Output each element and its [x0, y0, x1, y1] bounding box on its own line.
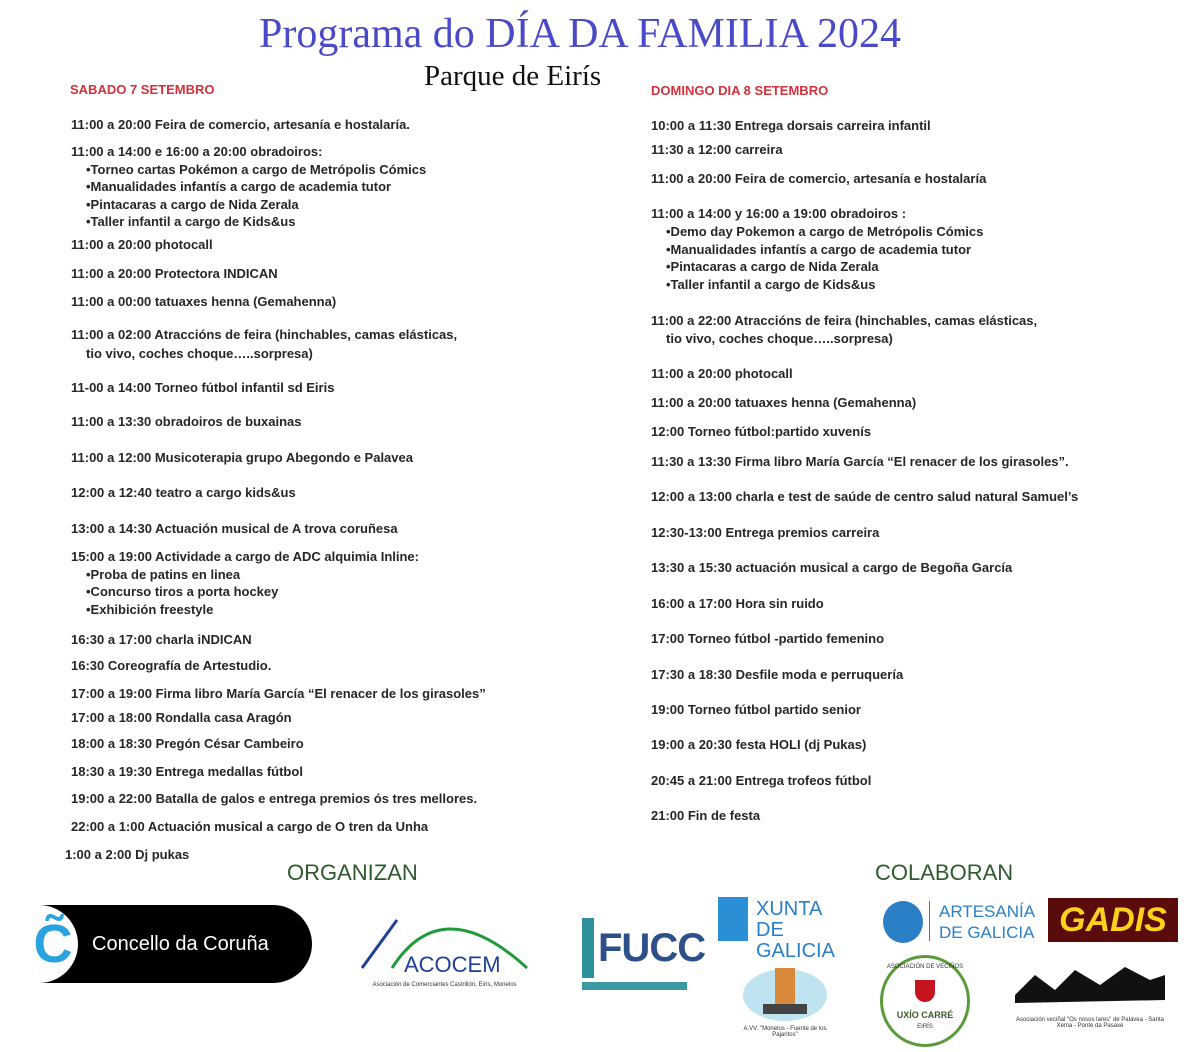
schedule-item: 11:00 a 14:00 e 16:00 a 20:00 obradoiros:: [71, 144, 323, 159]
schedule-item: 11:00 a 20:00 photocall: [651, 366, 793, 381]
schedule-item: 20:45 a 21:00 Entrega trofeos fútbol: [651, 773, 872, 788]
schedule-item: 18:00 a 18:30 Pregón César Cambeiro: [71, 736, 304, 751]
uxio-ring-text: ASOCIACIÓN DE VECIÑOS: [886, 964, 964, 970]
divider: [929, 901, 930, 941]
schedule-item-detail: •Manualidades infantís a cargo de academia tutor: [86, 179, 392, 195]
schedule-item: 11-00 a 14:00 Torneo fútbol infantil sd Eiris: [71, 380, 335, 395]
schedule-item: 12:00 Torneo fútbol:partido xuvenís: [651, 424, 872, 439]
schedule-item: 21:00 Fin de festa: [651, 808, 761, 823]
concello-mark-icon: C̃: [28, 905, 78, 983]
schedule-item: 16:00 a 17:00 Hora sin ruido: [651, 596, 824, 611]
concello-name: Concello da Coruña: [92, 932, 269, 955]
schedule-item: 11:00 a 02:00 Atraccións de feira (hinchables, camas elásticas,: [71, 327, 458, 342]
schedule-item: 19:00 Torneo fútbol partido senior: [651, 702, 861, 717]
schedule-item-detail: •Concurso tiros a porta hockey: [86, 584, 279, 600]
artesania-swirl-icon: [883, 901, 923, 943]
xunta-line-1: XUNTA: [756, 898, 823, 920]
schedule-item: 11:00 a 00:00 tatuaxes henna (Gemahenna): [71, 294, 337, 309]
schedule-item: 17:30 a 18:30 Desfile moda e perruquería: [651, 667, 904, 682]
schedule-item: 13:00 a 14:30 Actuación musical de A trova coruñesa: [71, 521, 398, 536]
schedule-item: 11:00 a 20:00 Protectora INDICAN: [71, 266, 278, 281]
schedule-item: 17:00 Torneo fútbol -partido femenino: [651, 631, 885, 646]
concello-logo: [30, 905, 312, 983]
os-nosos-lares-logo: [1015, 965, 1165, 1045]
schedule-item-detail: •Torneo cartas Pokémon a cargo de Metrópolis Cómics: [86, 161, 427, 177]
schedule-item-detail: •Exhibición freestyle: [86, 601, 214, 617]
colaboran-heading: COLABORAN: [875, 860, 1014, 885]
acocem-logo: [352, 910, 537, 990]
schedule-item: 11:00 a 14:00 y 16:00 a 19:00 obradoiros :: [651, 206, 907, 221]
fucc-bar: [582, 982, 687, 990]
schedule-item: 22:00 a 1:00 Actuación musical a cargo de O tren da Unha: [71, 819, 429, 834]
uxio-carre-logo: [880, 955, 970, 1047]
schedule-item: 17:00 a 18:00 Rondalla casa Aragón: [71, 710, 292, 725]
sunday-heading: DOMINGO DIA 8 SETEMBRO: [651, 83, 829, 98]
schedule-item: 11:00 a 20:00 tatuaxes henna (Gemahenna): [651, 395, 917, 410]
schedule-item: 11:00 a 12:00 Musicoterapia grupo Abegondo e Palavea: [71, 450, 413, 465]
uxio-name: UXÍO CARRÉ: [896, 1010, 954, 1020]
schedule-item-detail: •Demo day Pokemon a cargo de Metrópolis Cómics: [666, 223, 984, 239]
schedule-item-detail: •Manualidades infantís a cargo de academia tutor: [666, 241, 972, 257]
xunta-shield-icon: [718, 897, 748, 941]
schedule-item: 1:00 a 2:00 Dj pukas: [65, 847, 190, 862]
saturday-heading: SABADO 7 SETEMBRO: [70, 82, 215, 97]
schedule-item-detail: tio vivo, coches choque…..sorpresa): [86, 346, 313, 361]
gadis-logo: GADIS: [1048, 898, 1178, 942]
schedule-item: 15:00 a 19:00 Actividade a cargo de ADC alquimia Inline:: [71, 549, 419, 564]
houses-icon: [1015, 965, 1165, 1013]
schedule-item-detail: tio vivo, coches choque…..sorpresa): [666, 330, 893, 346]
schedule-item-detail: •Pintacaras a cargo de Nida Zerala: [666, 259, 879, 275]
schedule-item: 17:00 a 19:00 Firma libro María García “El renacer de los girasoles”: [71, 686, 486, 701]
os-nosos-lares-name: Asociación veciñal "Os nosos lares" de Palavea - Santa Xema - Ponte da Pasaxe: [1015, 1017, 1164, 1029]
schedule-item: 19:00 a 20:30 festa HOLI (dj Pukas): [651, 737, 867, 752]
heart-shield-icon: [915, 980, 935, 1002]
schedule-item: 12:30-13:00 Entrega premios carreira: [651, 525, 880, 540]
schedule-item: 10:00 a 11:30 Entrega dorsais carreira infantil: [651, 118, 931, 133]
schedule-item: 16:30 a 17:00 charla iNDICAN: [71, 632, 252, 647]
schedule-item: 11:00 a 13:30 obradoiros de buxainas: [71, 414, 302, 429]
schedule-item: 19:00 a 22:00 Batalla de galos e entrega premios ós tres mellores.: [71, 791, 478, 806]
fucc-logo: [582, 918, 706, 993]
poster-title: Programa do DÍA DA FAMILIA 2024: [258, 11, 902, 57]
schedule-item-detail: •Proba de patins en linea: [86, 566, 241, 582]
artesania-logo: [883, 897, 1036, 947]
schedule-item-detail: •Taller infantil a cargo de Kids&us: [86, 214, 296, 230]
schedule-item: 18:30 a 19:30 Entrega medallas fútbol: [71, 764, 303, 779]
poster-subtitle: Parque de Eirís: [424, 60, 602, 92]
artesania-line-2: DE GALICIA: [939, 923, 1035, 942]
schedule-item: 11:00 a 22:00 Atraccións de feira (hinchables, camas elásticas,: [651, 313, 1038, 328]
xunta-line-2: DE GALICIA: [756, 919, 835, 962]
acocem-name: ACOCEM: [404, 952, 501, 977]
fountain-icon: [735, 960, 835, 1022]
schedule-item: 12:00 a 12:40 teatro a cargo kids&us: [71, 485, 296, 500]
fucc-tower-icon: [582, 918, 594, 978]
organizan-heading: ORGANIZAN: [287, 860, 418, 885]
xunta-logo: [718, 897, 868, 962]
avv-monelos-logo: [735, 960, 835, 1040]
artesania-line-1: ARTESANÍA: [939, 902, 1036, 921]
fucc-name: FUCC: [598, 926, 706, 970]
schedule-item: 11:30 a 12:00 carreira: [651, 142, 783, 157]
uxio-sub: EIRÍS: [917, 1024, 933, 1030]
schedule-item: 13:30 a 15:30 actuación musical a cargo de Begoña García: [651, 560, 1013, 575]
schedule-item: 11:30 a 13:30 Firma libro María García “El renacer de los girasoles”.: [651, 454, 1069, 469]
schedule-item-detail: •Pintacaras a cargo de Nida Zerala: [86, 196, 299, 212]
schedule-item: 11:00 a 20:00 Feira de comercio, artesanía e hostalaría: [651, 171, 987, 186]
schedule-item: 11:00 a 20:00 Feira de comercio, artesanía e hostalaría.: [71, 117, 410, 132]
schedule-item-detail: •Taller infantil a cargo de Kids&us: [666, 277, 876, 293]
schedule-item: 16:30 Coreografía de Artestudio.: [71, 658, 272, 673]
acocem-subtitle: Asociación de Comerciantes Castrillón, Eirís, Monelos: [372, 982, 517, 988]
schedule-item: 12:00 a 13:00 charla e test de saúde de centro salud natural Samuel’s: [651, 489, 1079, 504]
avv-monelos-name: A.VV. "Monelos - Fuente de los Pajaritos": [743, 1026, 827, 1038]
schedule-item: 11:00 a 20:00 photocall: [71, 237, 213, 252]
